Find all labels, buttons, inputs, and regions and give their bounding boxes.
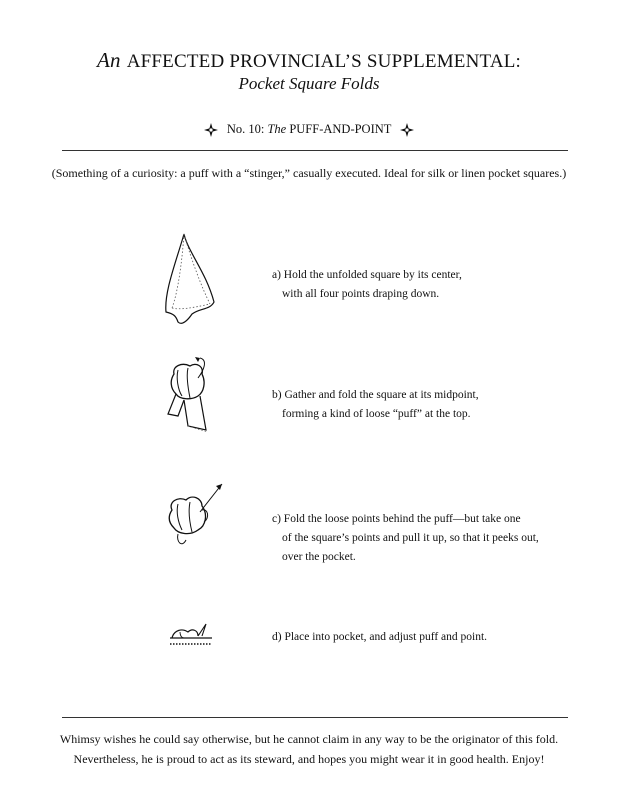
step-d-line1: d) Place into pocket, and adjust puff and point. [272,631,488,643]
footer-divider [62,717,568,718]
page-subtitle: Pocket Square Folds [238,74,380,93]
step-b-line1: b) Gather and fold the square at its midpoint, [272,389,479,401]
step-c-line3: over the pocket. [282,551,356,563]
footer-line1: Whimsy wishes he could say otherwise, but he cannot claim in any way to be the originator of this fold. [59,732,559,746]
step-d-text [272,628,487,647]
title-prefix: An [96,48,121,72]
header-divider [62,150,568,151]
step-c-line2: of the square’s points and pull it up, so that it peeks out, [282,532,539,544]
step-c-illustration [164,480,234,560]
step-c-line1: c) Fold the loose points behind the puff—but take one [272,513,521,525]
ornament-left-icon [204,123,218,137]
intro-text: (Something of a curiosity: a puff with a “stinger,” casually executed. Ideal for silk or linen pocket squares.) [51,166,567,180]
fold-name: PUFF-AND-POINT [289,122,392,136]
step-a-illustration [158,232,228,332]
step-d-illustration [168,620,218,650]
step-b-line2: forming a kind of loose “puff” at the top. [282,408,471,420]
ornament-right-icon [400,123,414,137]
page-title [0,48,618,73]
footer-note [0,729,618,769]
footer-line2: Nevertheless, he is proud to act as its steward, and hopes you might wear it in good health. Enjoy! [73,752,545,766]
step-b-text [272,386,479,424]
step-a-line1: a) Hold the unfolded square by its center, [272,269,462,281]
step-a-text [272,266,462,304]
fold-the: The [267,122,287,136]
fold-heading [0,122,618,137]
fold-number: No. 10: [226,122,265,136]
step-b-illustration [164,356,224,446]
title-main: AFFECTED PROVINCIAL’S SUPPLEMENTAL: [126,51,522,72]
step-a-line2: with all four points draping down. [282,288,440,300]
step-c-text [272,510,539,567]
